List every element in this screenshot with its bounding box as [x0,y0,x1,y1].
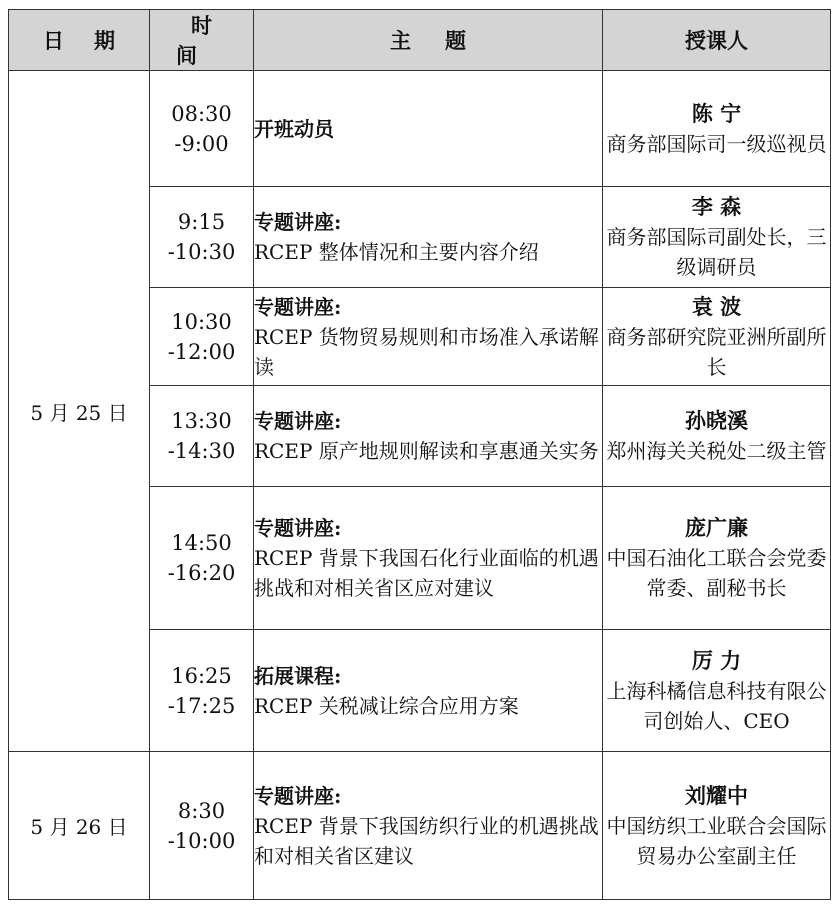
topic-kind: 专题讲座: [254,294,342,319]
speaker-name: 李 森 [691,194,742,219]
time-start: 13:30 [171,409,232,433]
topic-cell [254,187,603,288]
speaker-name: 孙晓溪 [685,408,748,433]
time-end: -14:30 [167,439,236,463]
header-date: 日期 [9,10,150,71]
topic-desc: RCEP 背景下我国石化行业面临的机遇挑战和对相关省区应对建议 [254,546,599,600]
speaker-cell [603,187,831,288]
header-row [9,10,831,71]
speaker-title: 中国纺织工业联合会国际贸易办公室副主任 [606,813,827,868]
speaker-name: 袁 波 [691,293,742,319]
time-start: 08:30 [171,101,232,126]
date-cell: 5 月 25 日 [9,71,150,752]
topic-cell [254,487,603,630]
time-cell [150,752,254,900]
topic-kind: 开班动员 [254,116,334,141]
speaker-name: 厉 力 [691,647,742,673]
topic-desc: RCEP 背景下我国纺织行业的机遇挑战和对相关省区建议 [254,813,599,868]
time-start: 16:25 [171,663,232,688]
schedule-table [8,9,831,900]
time-start: 10:30 [171,309,232,334]
table-row [9,71,831,187]
table-row [9,752,831,900]
time-cell [150,71,254,187]
time-end: -16:20 [167,561,236,585]
header-topic: 主题 [254,10,603,71]
time-end: -10:30 [167,240,236,264]
speaker-title: 中国石油化工联合会党委常委、副秘书长 [606,546,827,600]
topic-cell [254,288,603,386]
speaker-title: 商务部研究院亚洲所副所长 [606,324,827,379]
topic-cell [254,630,603,752]
time-cell [150,288,254,386]
topic-desc: RCEP 原产地规则解读和享惠通关实务 [254,439,599,463]
time-cell [150,630,254,752]
header-speaker: 授课人 [603,10,831,71]
topic-kind: 专题讲座: [254,516,342,540]
topic-kind: 专题讲座: [254,409,342,433]
time-end: -10:00 [167,828,236,853]
topic-kind: 拓展课程: [254,663,342,688]
date-cell: 5 月 26 日 [9,752,150,900]
time-end: -12:00 [167,339,236,364]
topic-desc: RCEP 整体情况和主要内容介绍 [254,240,539,264]
speaker-name: 庞广廉 [685,515,748,540]
speaker-title: 上海科橘信息科技有限公司创始人、CEO [606,678,827,733]
time-cell [150,487,254,630]
header-time: 时间 [150,10,254,71]
speaker-cell [603,386,831,487]
speaker-name: 刘耀中 [685,782,748,808]
speaker-cell [603,288,831,386]
topic-desc: RCEP 关税减让综合应用方案 [254,693,519,718]
time-end: -17:25 [167,693,236,718]
topic-kind: 专题讲座: [254,210,342,234]
time-start: 8:30 [177,798,226,823]
speaker-cell [603,752,831,900]
time-start: 9:15 [177,210,226,234]
speaker-title: 郑州海关关税处二级主管 [606,439,827,463]
topic-cell [254,386,603,487]
time-start: 14:50 [171,531,232,555]
time-end: -9:00 [174,131,229,156]
speaker-name: 陈 宁 [691,100,742,126]
speaker-cell [603,487,831,630]
topic-desc: RCEP 货物贸易规则和市场准入承诺解读 [254,324,599,379]
topic-cell [254,752,603,900]
speaker-title: 商务部国际司一级巡视员 [606,131,827,156]
speaker-cell [603,71,831,187]
speaker-title: 商务部国际司副处长，三级调研员 [606,225,827,279]
speaker-cell [603,630,831,752]
time-cell [150,386,254,487]
time-cell [150,187,254,288]
topic-cell [254,71,603,187]
topic-kind: 专题讲座: [254,783,342,808]
